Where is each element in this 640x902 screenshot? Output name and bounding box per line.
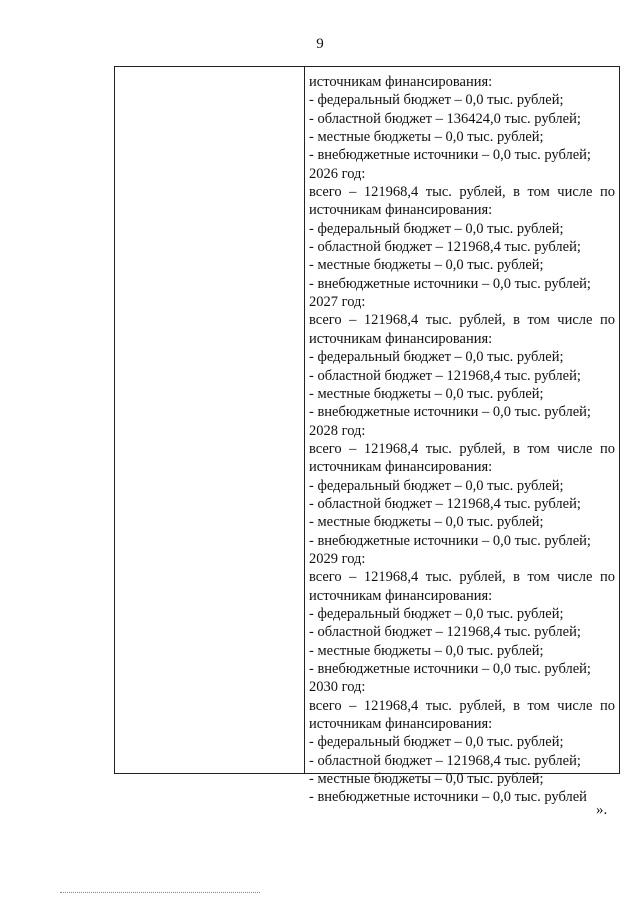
text-line: - местные бюджеты – 0,0 тыс. рублей; bbox=[309, 129, 544, 146]
word: всего bbox=[309, 184, 342, 201]
text-line: источникам финансирования: bbox=[309, 202, 493, 219]
word: – bbox=[349, 312, 357, 329]
text-line: - федеральный бюджет – 0,0 тыс. рублей; bbox=[309, 734, 564, 751]
word: числе bbox=[557, 697, 593, 714]
word: 121968,4 bbox=[363, 440, 419, 457]
word: рублей, bbox=[459, 184, 506, 201]
text-line: - областной бюджет – 121968,4 тыс. рублей; bbox=[309, 367, 581, 384]
word: в bbox=[513, 697, 520, 714]
table-left-cell bbox=[115, 67, 305, 773]
text-line: источникам финансирования: bbox=[309, 74, 493, 90]
word: всего bbox=[309, 697, 342, 714]
text-line bbox=[309, 311, 615, 329]
text-line: - местные бюджеты – 0,0 тыс. рублей; bbox=[309, 642, 544, 659]
word: – bbox=[349, 440, 357, 457]
word: по bbox=[599, 697, 615, 714]
word: рублей, bbox=[459, 569, 506, 586]
text-line: - местные бюджеты – 0,0 тыс. рублей; bbox=[309, 385, 544, 402]
word: рублей, bbox=[459, 440, 506, 457]
word: рублей, bbox=[459, 697, 506, 714]
word: числе bbox=[557, 440, 593, 457]
word: – bbox=[349, 697, 357, 714]
text-line: источникам финансирования: bbox=[309, 330, 493, 347]
footer-rule bbox=[60, 892, 260, 893]
word: по bbox=[599, 569, 615, 586]
text-line: - федеральный бюджет – 0,0 тыс. рублей; bbox=[309, 477, 564, 494]
text-line: - местные бюджеты – 0,0 тыс. рублей; bbox=[309, 257, 544, 274]
word: по bbox=[599, 184, 615, 201]
word: 121968,4 bbox=[363, 184, 419, 201]
word: тыс. bbox=[425, 697, 452, 714]
text-line: - внебюджетные источники – 0,0 тыс. рублей; bbox=[309, 661, 591, 677]
word: – bbox=[349, 184, 357, 201]
word: тыс. bbox=[425, 440, 452, 457]
word: том bbox=[527, 440, 550, 457]
text-line: 2027 год: bbox=[309, 294, 366, 311]
text-line: - федеральный бюджет – 0,0 тыс. рублей; bbox=[309, 92, 564, 109]
word: в bbox=[513, 184, 520, 201]
word: – bbox=[349, 569, 357, 586]
text-line: - областной бюджет – 121968,4 тыс. рублей; bbox=[309, 624, 581, 641]
word: рублей, bbox=[459, 312, 506, 329]
text-line bbox=[309, 697, 615, 715]
word: всего bbox=[309, 440, 342, 457]
text-line: - областной бюджет – 121968,4 тыс. рублей; bbox=[309, 495, 581, 512]
word: тыс. bbox=[425, 569, 452, 586]
word: 121968,4 bbox=[363, 312, 419, 329]
closing-quote: ». bbox=[596, 802, 608, 818]
text-line bbox=[309, 183, 615, 201]
word: в bbox=[513, 312, 520, 329]
text-line: - местные бюджеты – 0,0 тыс. рублей; bbox=[309, 771, 544, 788]
text-line: - внебюджетные источники – 0,0 тыс. рублей; bbox=[309, 275, 591, 292]
text-line: 2029 год: bbox=[309, 550, 366, 567]
word: всего bbox=[309, 569, 342, 586]
word: том bbox=[527, 697, 550, 714]
word: по bbox=[599, 312, 615, 329]
text-line bbox=[309, 568, 615, 586]
word: числе bbox=[557, 569, 593, 586]
text-line: 2028 год: bbox=[309, 422, 366, 439]
text-line: - внебюджетные источники – 0,0 тыс. рублей bbox=[309, 789, 587, 806]
text-line: - федеральный бюджет – 0,0 тыс. рублей; bbox=[309, 605, 564, 622]
word: числе bbox=[557, 184, 593, 201]
text-line: - областной бюджет – 136424,0 тыс. рублей; bbox=[309, 110, 581, 127]
text-line: - внебюджетные источники – 0,0 тыс. рублей; bbox=[309, 147, 591, 164]
page-number: 9 bbox=[316, 36, 324, 52]
text-line bbox=[309, 440, 615, 458]
word: том bbox=[527, 184, 550, 201]
text-line: источникам финансирования: bbox=[309, 587, 493, 604]
text-line: - областной бюджет – 121968,4 тыс. рублей; bbox=[309, 239, 581, 256]
text-line: источникам финансирования: bbox=[309, 716, 493, 733]
text-line: источникам финансирования: bbox=[309, 459, 493, 476]
word: всего bbox=[309, 312, 342, 329]
text-line: 2030 год: bbox=[309, 679, 366, 696]
word: тыс. bbox=[425, 184, 452, 201]
table-right-cell bbox=[305, 67, 619, 806]
funding-table bbox=[114, 66, 620, 806]
word: в bbox=[513, 440, 520, 457]
text-line: - федеральный бюджет – 0,0 тыс. рублей; bbox=[309, 220, 564, 237]
word: том bbox=[527, 312, 550, 329]
text-line: - федеральный бюджет – 0,0 тыс. рублей; bbox=[309, 349, 564, 366]
text-line: - внебюджетные источники – 0,0 тыс. рублей; bbox=[309, 532, 591, 549]
word: в bbox=[513, 569, 520, 586]
word: по bbox=[599, 440, 615, 457]
text-line: - местные бюджеты – 0,0 тыс. рублей; bbox=[309, 514, 544, 531]
text-line: - внебюджетные источники – 0,0 тыс. рублей; bbox=[309, 404, 591, 421]
word: тыс. bbox=[425, 312, 452, 329]
word: 121968,4 bbox=[363, 569, 419, 586]
word: 121968,4 bbox=[363, 697, 419, 714]
word: числе bbox=[557, 312, 593, 329]
word: том bbox=[527, 569, 550, 586]
text-line: 2026 год: bbox=[309, 165, 366, 182]
text-line: - областной бюджет – 121968,4 тыс. рублей; bbox=[309, 752, 581, 769]
